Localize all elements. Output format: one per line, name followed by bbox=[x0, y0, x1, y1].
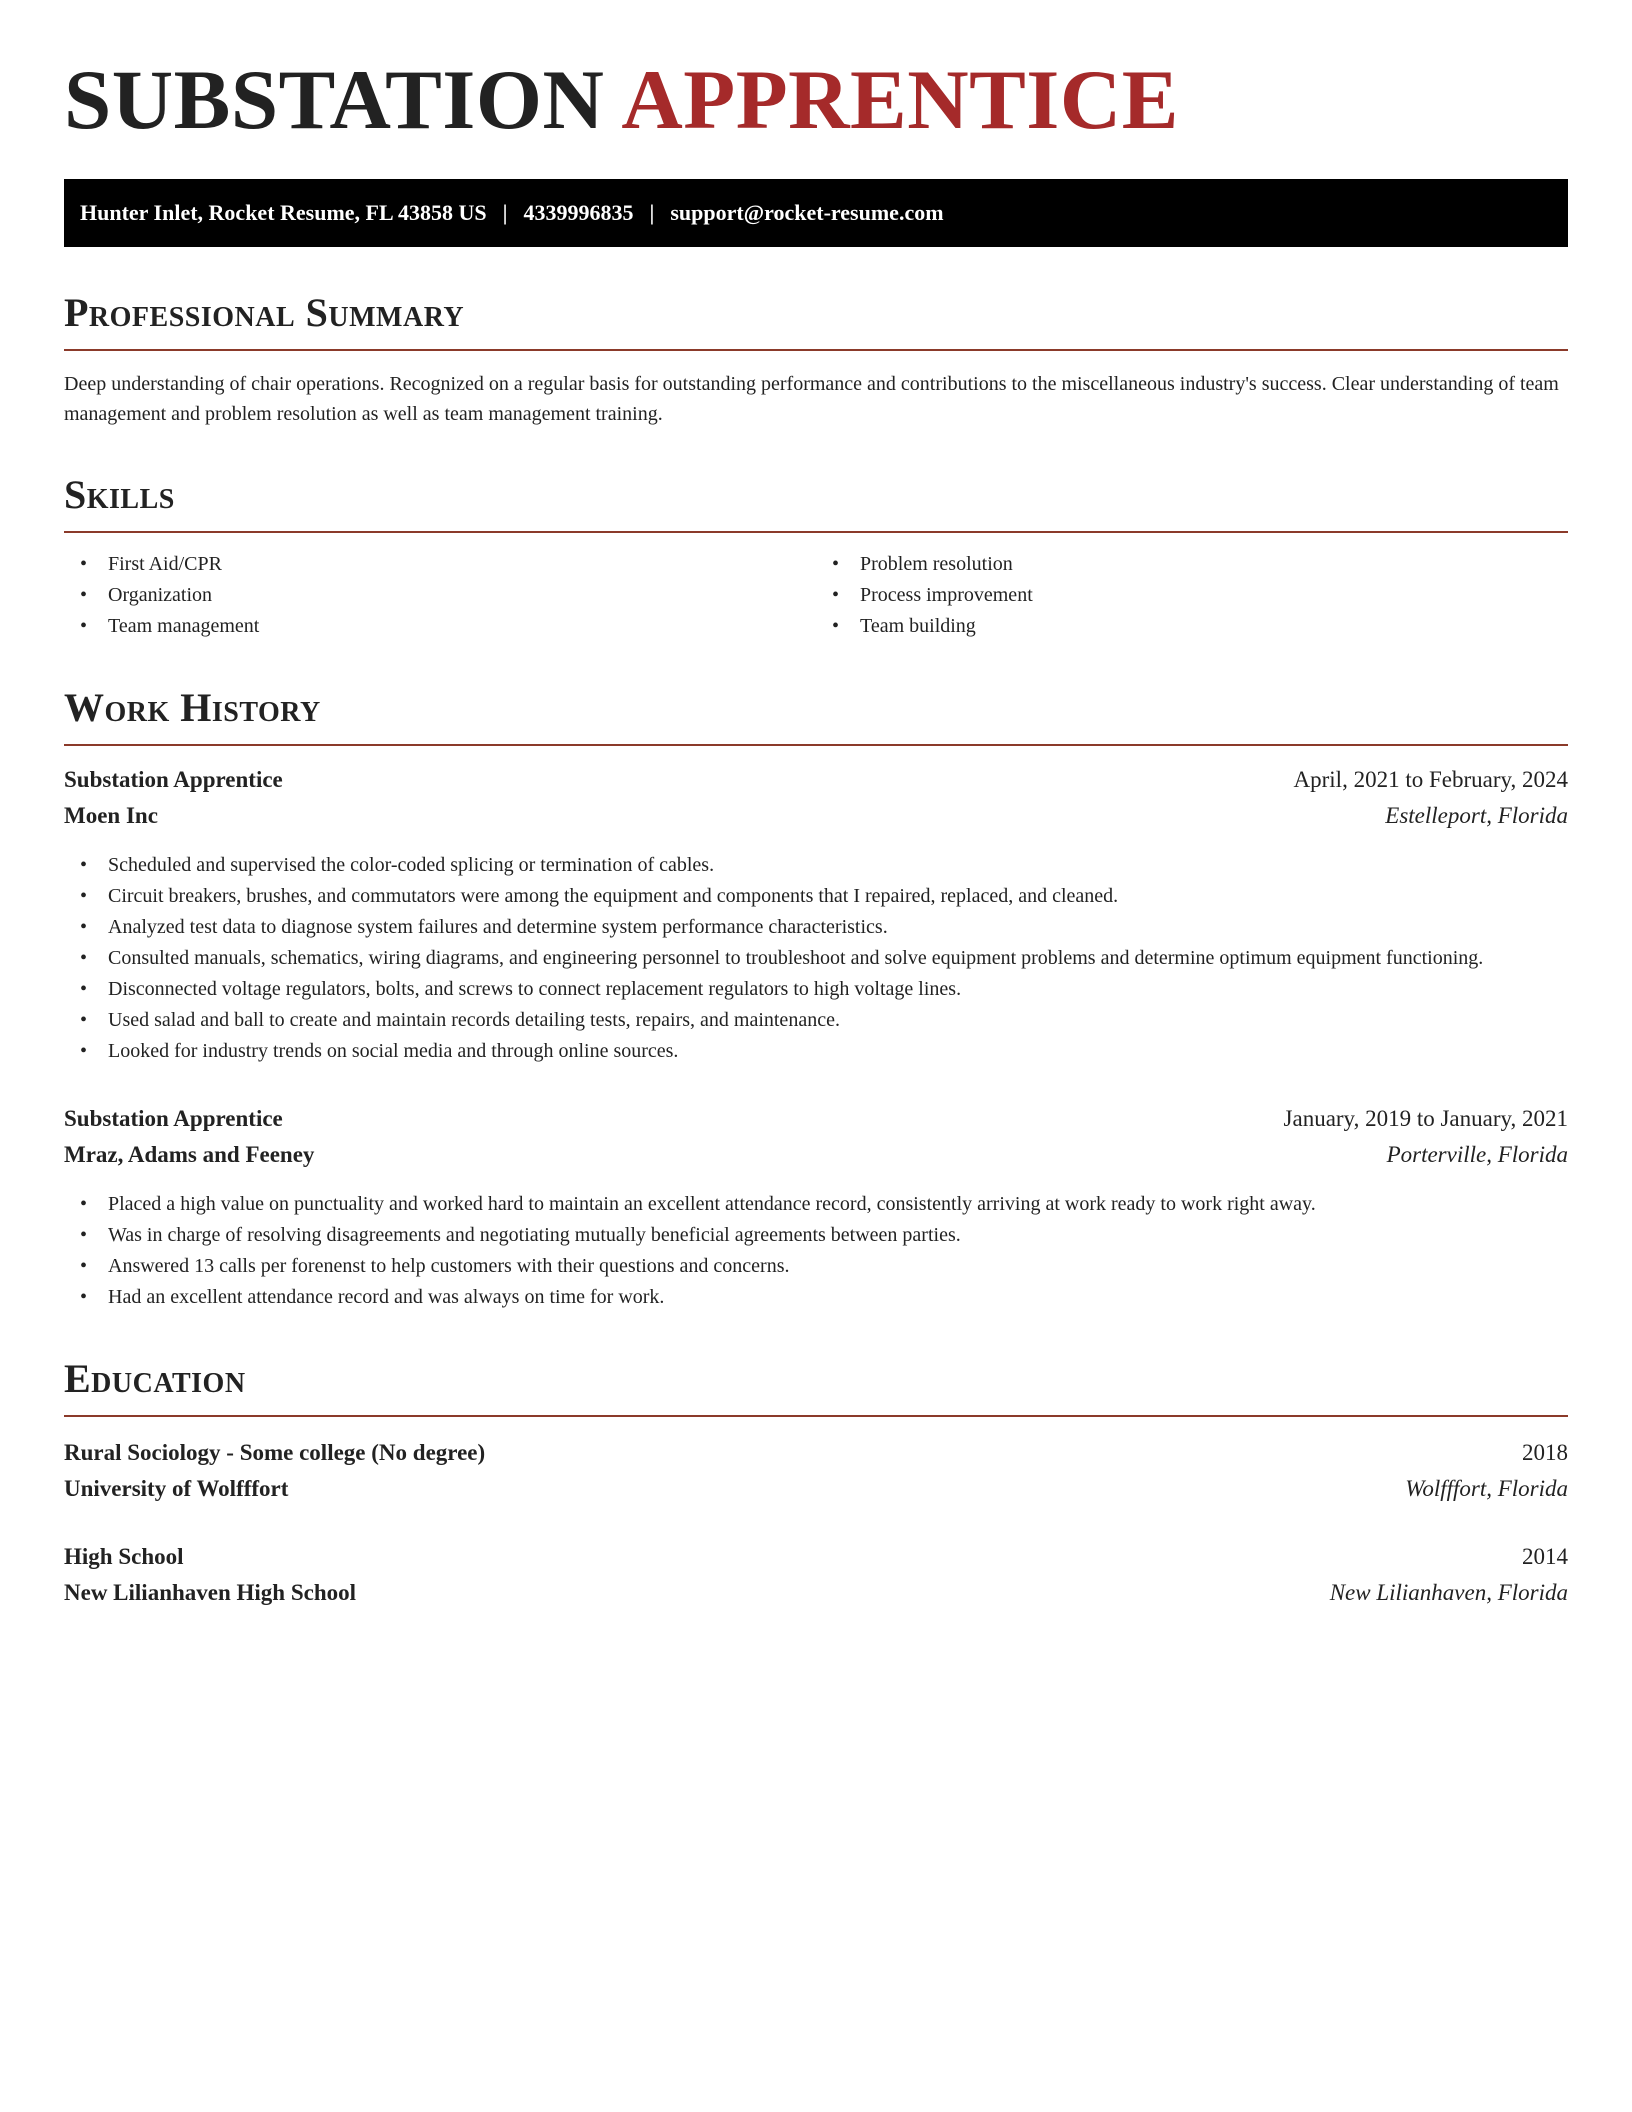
job-title: Substation Apprentice bbox=[64, 1106, 283, 1131]
education-entry bbox=[64, 1435, 1568, 1507]
skills-list-left bbox=[64, 549, 816, 642]
section-title-skills: Skills bbox=[64, 475, 1568, 533]
education-school-row bbox=[64, 1575, 1568, 1611]
education-school: University of Wolfffort bbox=[64, 1476, 289, 1501]
work-history-section bbox=[64, 685, 1568, 1313]
section-title-education: Education bbox=[64, 1359, 1568, 1417]
education-degree-row bbox=[64, 1435, 1568, 1471]
name-first: SUBSTATION bbox=[64, 53, 605, 147]
section-title-summary: Professional Summary bbox=[64, 293, 1568, 351]
contact-bar bbox=[64, 179, 1568, 247]
skill-item: • Process improvement bbox=[816, 580, 1568, 611]
job-bullet: • Was in charge of resolving disagreements and negotiating mutually beneficial agreements between parties. bbox=[64, 1220, 1568, 1251]
skill-item: • Problem resolution bbox=[816, 549, 1568, 580]
contact-separator: | bbox=[502, 200, 508, 225]
job-bullets bbox=[64, 1189, 1568, 1313]
section-title-work-history: Work History bbox=[64, 688, 1568, 746]
job-dates: April, 2021 to February, 2024 bbox=[1293, 767, 1568, 792]
contact-phone: 4339996835 bbox=[523, 200, 634, 225]
job-company-row bbox=[64, 798, 1568, 834]
job-bullet: • Circuit breakers, brushes, and commutators were among the equipment and components that I repaired, replaced, and cleaned. bbox=[64, 881, 1568, 912]
job-location: Estelleport, Florida bbox=[1385, 803, 1568, 828]
skills-list-right bbox=[816, 549, 1568, 642]
job-entry bbox=[64, 762, 1568, 1067]
job-bullet: • Had an excellent attendance record and was always on time for work. bbox=[64, 1282, 1568, 1313]
education-degree: Rural Sociology - Some college (No degree) bbox=[64, 1440, 486, 1465]
job-bullet: • Used salad and ball to create and maintain records detailing tests, repairs, and maintenance. bbox=[64, 1005, 1568, 1036]
job-bullet: • Scheduled and supervised the color-coded splicing or termination of cables. bbox=[64, 850, 1568, 881]
skill-item: • Organization bbox=[64, 580, 816, 611]
skill-item: • Team management bbox=[64, 611, 816, 642]
job-bullet: • Looked for industry trends on social media and through online sources. bbox=[64, 1036, 1568, 1067]
job-bullet: • Analyzed test data to diagnose system failures and determine system performance characteristics. bbox=[64, 912, 1568, 943]
job-bullets bbox=[64, 850, 1568, 1067]
job-title-row bbox=[64, 762, 1568, 798]
skills-section bbox=[64, 472, 1568, 642]
job-company: Mraz, Adams and Feeney bbox=[64, 1142, 315, 1167]
job-title-row bbox=[64, 1101, 1568, 1137]
contact-email: support@rocket-resume.com bbox=[670, 200, 944, 225]
name-last: APPRENTICE bbox=[621, 53, 1179, 147]
education-year: 2018 bbox=[1522, 1440, 1568, 1465]
skill-item: • Team building bbox=[816, 611, 1568, 642]
job-bullet: • Disconnected voltage regulators, bolts, and screws to connect replacement regulators to high voltage lines. bbox=[64, 974, 1568, 1005]
job-bullet: • Answered 13 calls per forenenst to help customers with their questions and concerns. bbox=[64, 1251, 1568, 1282]
skills-grid bbox=[64, 549, 1568, 642]
contact-address: Hunter Inlet, Rocket Resume, FL 43858 US bbox=[80, 200, 487, 225]
job-location: Porterville, Florida bbox=[1386, 1142, 1568, 1167]
education-degree-row bbox=[64, 1539, 1568, 1575]
skill-item: • First Aid/CPR bbox=[64, 549, 816, 580]
education-location: Wolfffort, Florida bbox=[1405, 1476, 1568, 1501]
summary-text: Deep understanding of chair operations. Recognized on a regular basis for outstanding performance and contributions to the miscellaneous industry's success. Clear understanding of team management and problem resolution as well as team management training. bbox=[64, 373, 1559, 425]
education-section bbox=[64, 1356, 1568, 1611]
education-degree: High School bbox=[64, 1544, 184, 1569]
resume-name bbox=[64, 53, 1568, 147]
education-school: New Lilianhaven High School bbox=[64, 1580, 357, 1605]
job-entry bbox=[64, 1101, 1568, 1313]
education-year: 2014 bbox=[1522, 1544, 1568, 1569]
education-school-row bbox=[64, 1471, 1568, 1507]
job-company: Moen Inc bbox=[64, 803, 158, 828]
job-bullet: • Placed a high value on punctuality and worked hard to maintain an excellent attendance record, consistently arriving at work ready to work right away. bbox=[64, 1189, 1568, 1220]
contact-separator: | bbox=[649, 200, 655, 225]
job-title: Substation Apprentice bbox=[64, 767, 283, 792]
job-bullet: • Consulted manuals, schematics, wiring diagrams, and engineering personnel to troubleshoot and solve equipment problems and determine optimum equipment functioning. bbox=[64, 943, 1568, 974]
job-dates: January, 2019 to January, 2021 bbox=[1283, 1106, 1568, 1131]
education-entry bbox=[64, 1539, 1568, 1611]
education-location: New Lilianhaven, Florida bbox=[1329, 1580, 1568, 1605]
summary-section bbox=[64, 290, 1568, 429]
job-company-row bbox=[64, 1137, 1568, 1173]
